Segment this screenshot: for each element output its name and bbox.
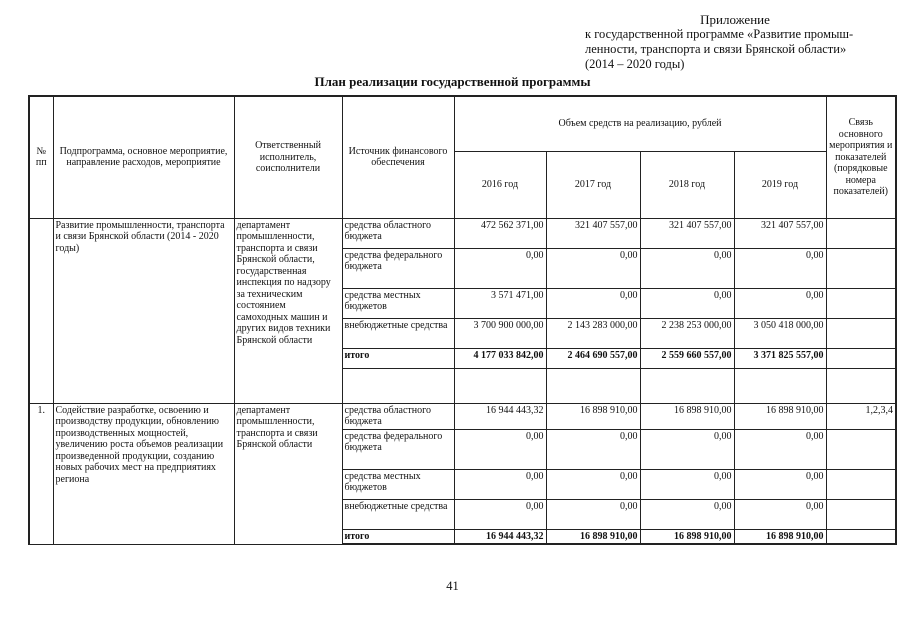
header-volume: Объем средств на реализацию, рублей — [454, 96, 826, 151]
row-number: 1. — [29, 403, 53, 544]
table-row — [29, 403, 896, 429]
total-amount-cell: 4 177 033 842,00 — [454, 348, 546, 368]
amount-cell: 3 700 900 000,00 — [454, 318, 546, 348]
amount-cell: 0,00 — [640, 248, 734, 288]
amount-cell: 0,00 — [454, 248, 546, 288]
header-link: Связь основного мероприятия и показателей (порядковые номера показателей) — [826, 96, 896, 218]
row-number — [29, 218, 53, 403]
responsible-executor: департамент промышленности, транспорта и связи Брянской области, государственная инспекция по надзору за техническим состоянием самоходных машин и других видов техники Брянской области — [234, 218, 342, 403]
header-year: 2019 год — [734, 151, 826, 218]
funding-source-total: итого — [342, 529, 454, 544]
empty-cell — [826, 348, 896, 368]
funding-source: внебюджетные средства — [342, 499, 454, 529]
empty-cell — [640, 368, 734, 403]
funding-source: внебюджетные средства — [342, 318, 454, 348]
appendix-line: ленности, транспорта и связи Брянской области» — [585, 42, 847, 56]
amount-cell: 321 407 557,00 — [734, 218, 826, 248]
amount-cell: 2 143 283 000,00 — [546, 318, 640, 348]
funding-source: средства областного бюджета — [342, 218, 454, 248]
empty-cell — [826, 469, 896, 499]
header-program: Подпрограмма, основное мероприятие, направление расходов, мероприятие — [53, 96, 234, 218]
empty-cell — [826, 288, 896, 318]
header-num: № пп — [29, 96, 53, 218]
indicator-link — [826, 218, 896, 248]
amount-cell: 0,00 — [640, 429, 734, 469]
responsible-executor: департамент промышленности, транспорта и связи Брянской области — [234, 403, 342, 544]
total-amount-cell: 16 944 443,32 — [454, 529, 546, 544]
funding-source: средства местных бюджетов — [342, 469, 454, 499]
empty-cell — [826, 429, 896, 469]
total-amount-cell: 16 898 910,00 — [734, 529, 826, 544]
amount-cell: 0,00 — [734, 248, 826, 288]
page-number: 41 — [446, 579, 459, 593]
empty-cell — [826, 529, 896, 544]
empty-cell — [734, 368, 826, 403]
amount-cell: 0,00 — [546, 288, 640, 318]
header-responsible: Ответственный исполнитель, соисполнители — [234, 96, 342, 218]
document-title: План реализации государственной программы — [314, 74, 591, 89]
implementation-plan-table — [28, 95, 897, 545]
amount-cell: 0,00 — [546, 499, 640, 529]
funding-source: средства местных бюджетов — [342, 288, 454, 318]
amount-cell: 0,00 — [640, 288, 734, 318]
amount-cell: 16 898 910,00 — [734, 403, 826, 429]
amount-cell: 3 571 471,00 — [454, 288, 546, 318]
funding-source: средства федерального бюджета — [342, 429, 454, 469]
amount-cell: 472 562 371,00 — [454, 218, 546, 248]
program-name: Содействие разработке, освоению и производству продукции, обновлению производственных мощностей, увеличению роста объемов реализации произведенной продукции, созданию новых рабочих мест на предприятиях региона — [53, 403, 234, 544]
empty-cell — [826, 499, 896, 529]
appendix-line: Приложение — [700, 12, 770, 27]
total-amount-cell: 3 371 825 557,00 — [734, 348, 826, 368]
appendix-heading — [585, 12, 885, 72]
header-year: 2017 год — [546, 151, 640, 218]
amount-cell: 16 898 910,00 — [640, 403, 734, 429]
amount-cell: 321 407 557,00 — [546, 218, 640, 248]
table-row — [29, 218, 896, 248]
amount-cell: 3 050 418 000,00 — [734, 318, 826, 348]
funding-source-total: итого — [342, 348, 454, 368]
empty-cell — [546, 368, 640, 403]
amount-cell: 16 898 910,00 — [546, 403, 640, 429]
amount-cell: 0,00 — [640, 469, 734, 499]
amount-cell: 0,00 — [734, 499, 826, 529]
program-name: Развитие промышленности, транспорта и связи Брянской области (2014 - 2020 годы) — [53, 218, 234, 403]
total-amount-cell: 16 898 910,00 — [640, 529, 734, 544]
amount-cell: 0,00 — [546, 248, 640, 288]
appendix-line: (2014 – 2020 годы) — [585, 57, 685, 71]
amount-cell: 0,00 — [546, 429, 640, 469]
amount-cell: 321 407 557,00 — [640, 218, 734, 248]
funding-source: средства областного бюджета — [342, 403, 454, 429]
header-year: 2016 год — [454, 151, 546, 218]
empty-cell — [826, 248, 896, 288]
empty-cell — [454, 368, 546, 403]
header-source: Источник финансового обеспечения — [342, 96, 454, 218]
amount-cell: 0,00 — [734, 288, 826, 318]
funding-source: средства федерального бюджета — [342, 248, 454, 288]
total-amount-cell: 2 559 660 557,00 — [640, 348, 734, 368]
amount-cell: 0,00 — [734, 429, 826, 469]
amount-cell: 0,00 — [454, 429, 546, 469]
header-year: 2018 год — [640, 151, 734, 218]
amount-cell: 16 944 443,32 — [454, 403, 546, 429]
empty-cell — [826, 318, 896, 348]
amount-cell: 0,00 — [734, 469, 826, 499]
appendix-line: к государственной программе «Развитие промыш- — [585, 27, 854, 41]
empty-cell — [826, 368, 896, 403]
total-amount-cell: 16 898 910,00 — [546, 529, 640, 544]
indicator-link: 1,2,3,4 — [826, 403, 896, 429]
amount-cell: 0,00 — [546, 469, 640, 499]
amount-cell: 0,00 — [454, 469, 546, 499]
empty-cell — [342, 368, 454, 403]
amount-cell: 0,00 — [454, 499, 546, 529]
total-amount-cell: 2 464 690 557,00 — [546, 348, 640, 368]
amount-cell: 0,00 — [640, 499, 734, 529]
amount-cell: 2 238 253 000,00 — [640, 318, 734, 348]
